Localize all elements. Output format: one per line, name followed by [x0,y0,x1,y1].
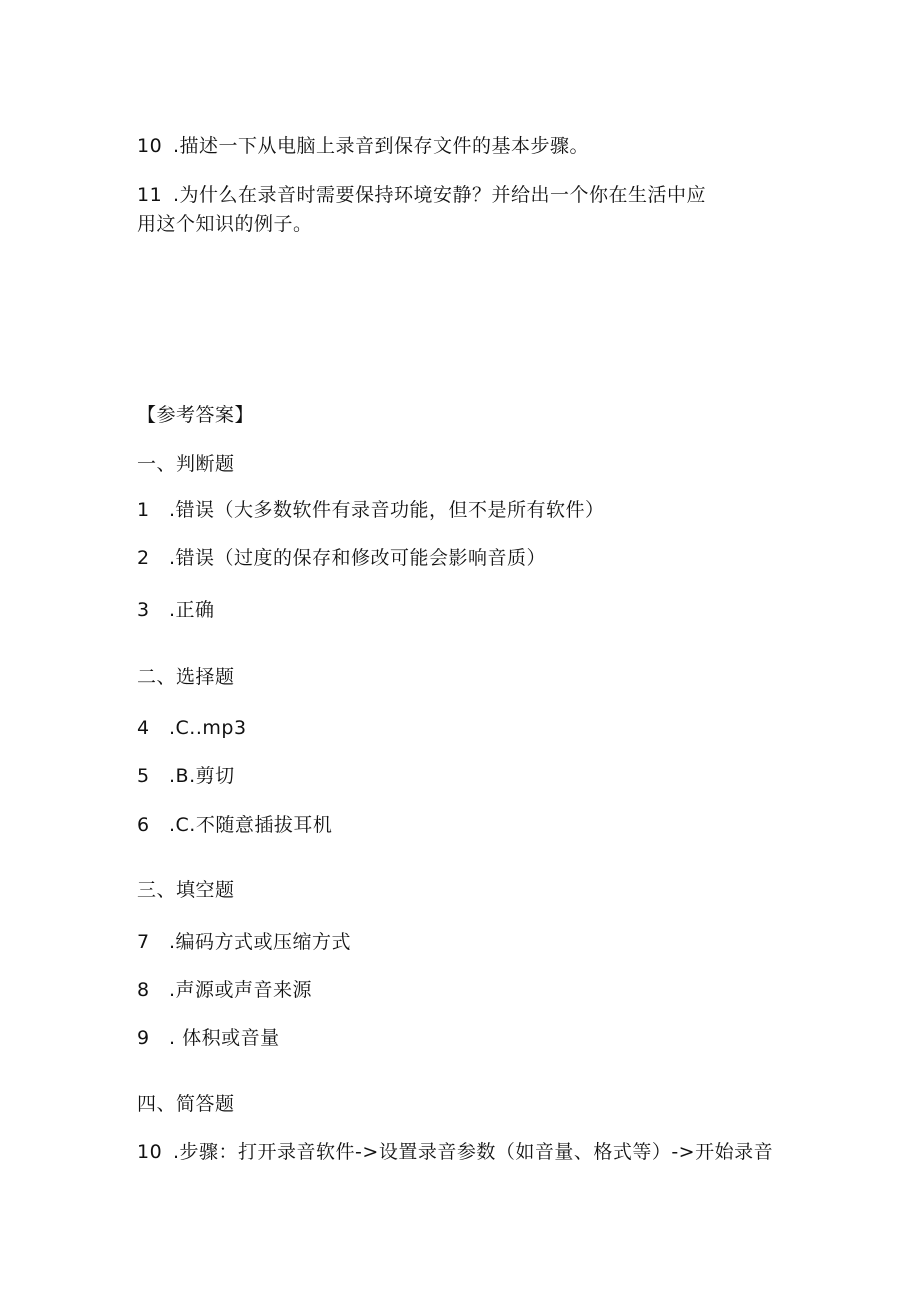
answer-5 [137,764,235,788]
section-heading-judgement: 一、判断题 [137,453,235,475]
answer-text: .步骤：打开录音软件->设置录音参数（如音量、格式等）->开始录音 [173,1141,774,1163]
section-heading-choice: 二、选择题 [137,666,235,688]
question-11-continuation [137,212,313,236]
answer-number: 1 [137,499,150,521]
answer-number: 7 [137,931,150,953]
answer-text: .B.剪切 [169,765,235,787]
answer-4 [137,716,247,740]
question-number: 11 [137,184,163,206]
answer-text: . 体积或音量 [169,1027,280,1049]
answer-3 [137,598,215,622]
answer-number: 2 [137,547,150,569]
answer-number: 8 [137,979,150,1001]
answer-text: .错误（过度的保存和修改可能会影响音质） [169,547,547,569]
question-text: .描述一下从电脑上录音到保存文件的基本步骤。 [173,135,590,157]
answer-number: 10 [137,1141,163,1163]
answer-number: 4 [137,717,150,739]
question-text: 用这个知识的例子。 [137,213,313,235]
answer-number: 9 [137,1027,150,1049]
answer-text: .C..mp3 [169,717,247,739]
answer-number: 3 [137,599,150,621]
answer-text: .正确 [169,599,215,621]
answer-text: .C.不随意插拔耳机 [169,814,333,836]
answer-9 [137,1026,280,1050]
section-heading-short-answer: 四、简答题 [137,1093,235,1115]
answer-10 [137,1140,773,1164]
answer-text: .声源或声音来源 [169,979,313,1001]
section-heading-fill-blank: 三、填空题 [137,879,235,901]
answer-number: 5 [137,765,150,787]
answers-heading: 【参考答案】 [137,404,255,426]
answer-1 [137,498,605,522]
answer-text: .错误（大多数软件有录音功能，但不是所有软件） [169,499,605,521]
question-10 [137,134,589,158]
answer-8 [137,978,312,1002]
answer-number: 6 [137,814,150,836]
question-number: 10 [137,135,163,157]
answer-6 [137,813,332,837]
question-text: .为什么在录音时需要保持环境安静？并给出一个你在生活中应 [173,184,707,206]
answer-2 [137,546,546,570]
answer-7 [137,930,351,954]
answer-text: .编码方式或压缩方式 [169,931,352,953]
question-11 [137,183,706,207]
